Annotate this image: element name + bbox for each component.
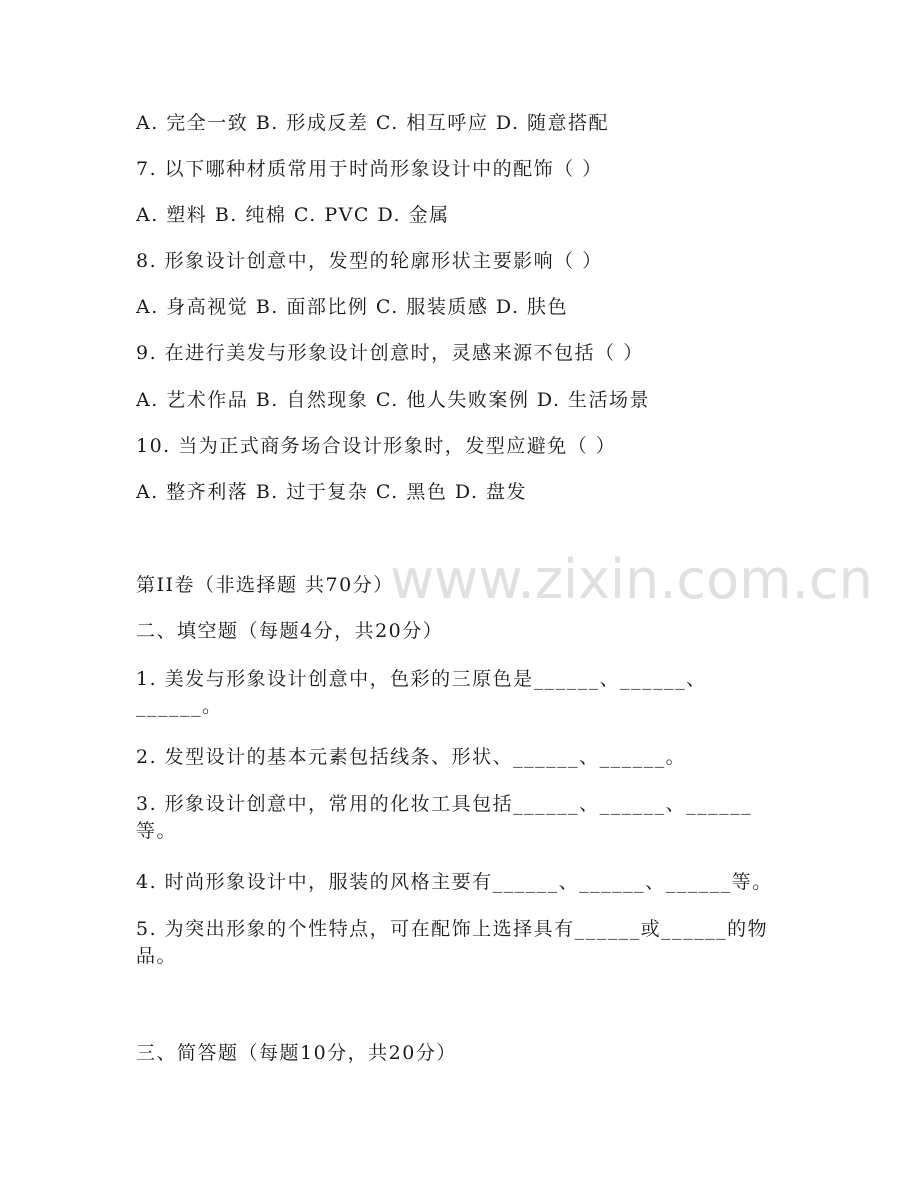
q7-options: A. 塑料 B. 纯棉 C. PVC D. 金属 [136, 204, 450, 226]
q7-text: 7. 以下哪种材质常用于时尚形象设计中的配饰（ ） [136, 158, 603, 180]
q8-text: 8. 形象设计创意中，发型的轮廓形状主要影响（ ） [136, 250, 603, 272]
q10-text: 10. 当为正式商务场合设计形象时，发型应避免（ ） [136, 435, 617, 457]
q9-options: A. 艺术作品 B. 自然现象 C. 他人失败案例 D. 生活场景 [136, 389, 651, 411]
fill-section-title: 二、填空题（每题4分，共20分） [136, 620, 444, 642]
fill-question-3: 3. 形象设计创意中，常用的化妆工具包括______、______、______等。 [136, 793, 753, 842]
q8-options: A. 身高视觉 B. 面部比例 C. 服装质感 D. 肤色 [136, 296, 569, 318]
q9-text: 9. 在进行美发与形象设计创意时，灵感来源不包括（ ） [136, 342, 644, 364]
q6-options: A. 完全一致 B. 形成反差 C. 相互呼应 D. 随意搭配 [136, 112, 610, 134]
fill-question-5: 5. 为突出形象的个性特点，可在配饰上选择具有______或______的物品。 [136, 918, 769, 967]
fill-question-1: 1. 美发与形象设计创意中，色彩的三原色是______、______、______。 [136, 668, 707, 717]
short-answer-section-title: 三、简答题（每题10分，共20分） [136, 1042, 457, 1064]
q10-options: A. 整齐利落 B. 过于复杂 C. 黑色 D. 盘发 [136, 481, 528, 503]
volume-title: 第II卷（非选择题 共70分） [136, 574, 394, 596]
fill-question-4: 4. 时尚形象设计中，服装的风格主要有______、______、______等。 [136, 871, 773, 893]
fill-question-2: 2. 发型设计的基本元素包括线条、形状、______、______。 [136, 746, 687, 768]
watermark: www.zixin.com.cn [390, 548, 873, 611]
